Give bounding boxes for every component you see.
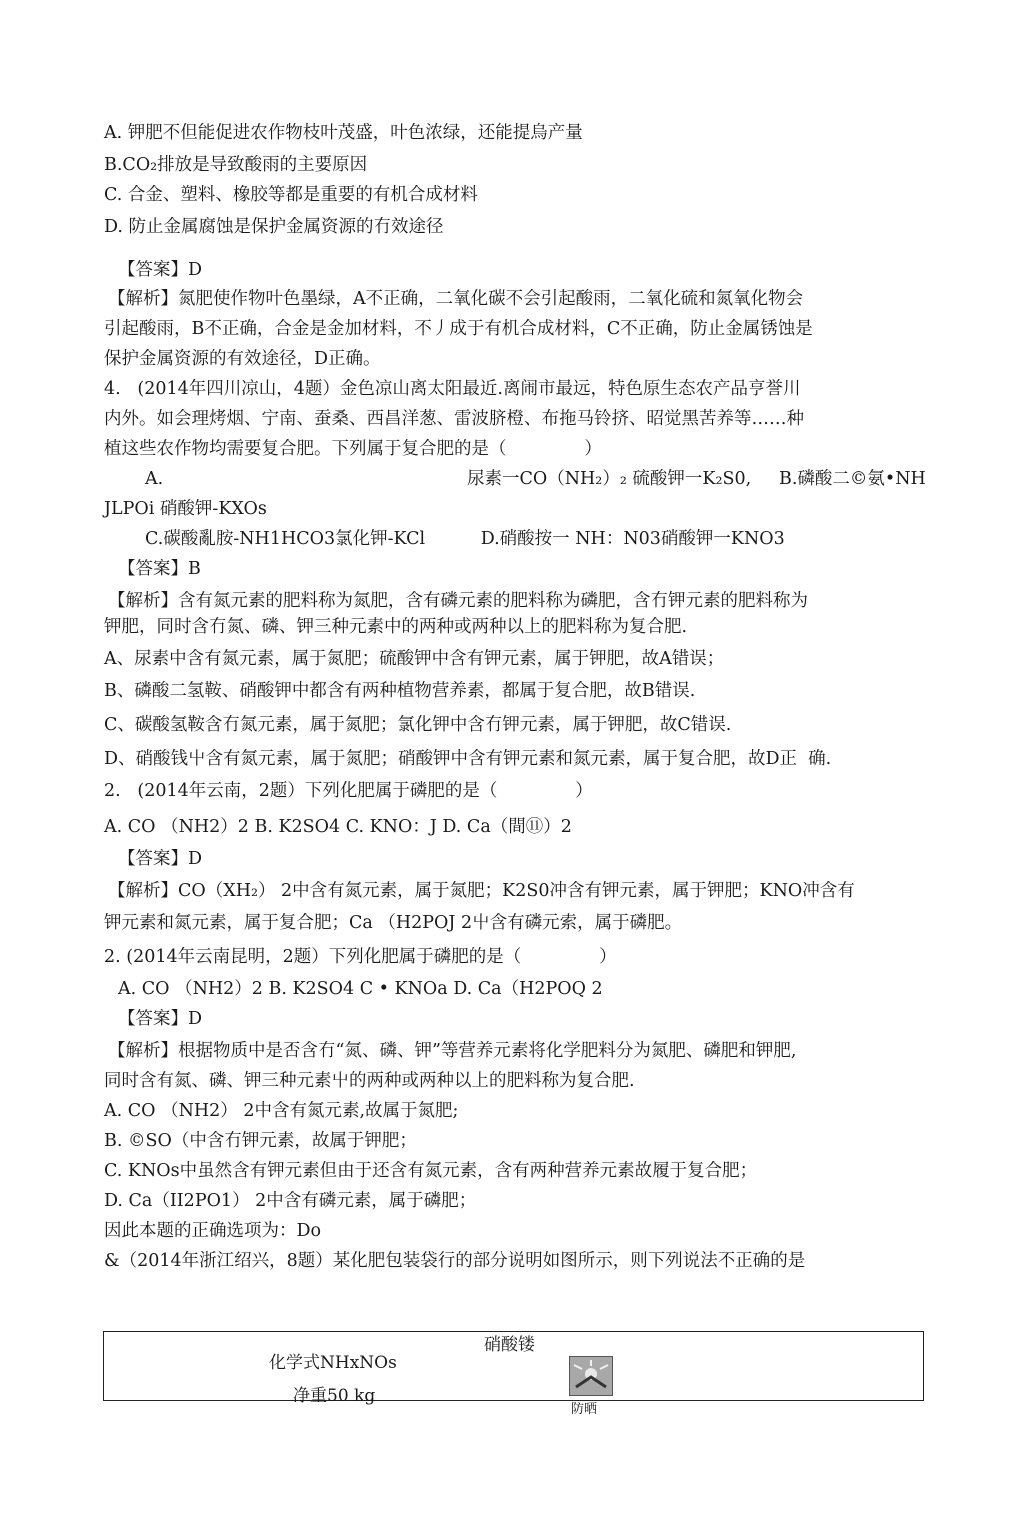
analysis-line: D、硝酸钱屮含有氮元素，属于氮肥；硝酸钾中含有钾元素和氮元素，属于复合肥，故D正 确.	[104, 749, 832, 769]
option-c-line: C. 合金、塑料、橡胶等都是重要的有机合成材料	[104, 185, 478, 205]
answer-line: 【答案】D	[118, 849, 203, 869]
analysis-line: 钾元素和氮元素，属于复合肥；Ca （H2POJ 2屮含有磷元索，属于磷肥。	[104, 913, 683, 933]
label-weight: 净重50 kg	[293, 1386, 376, 1406]
sun-protection-icon	[569, 1356, 613, 1396]
option-line: JLPOi 硝酸钾-KXOs	[104, 499, 267, 519]
analysis-line: A、尿素中含有氮元素，属于氮肥；硫酸钾中含有钾元素，属于钾肥，故A错误；	[104, 649, 725, 669]
option-label: A.	[145, 469, 164, 489]
question-line: 4. (2014年四川凉山，4题）金色凉山离太阳最近.离闹市最远，特色原生态农产品亨誉川	[104, 379, 801, 399]
answer-line: 【答案】D	[118, 260, 203, 280]
analysis-line: 【解析】根据物质中是否含冇“氮、磷、钾”等营养元素将化学肥料分为氮肥、磷肥和钾肥,	[108, 1041, 797, 1061]
analysis-line: 钾肥，同时含冇氮、磷、钾三种元素中的两种或两种以上的肥料称为复合肥.	[104, 617, 688, 637]
option-line: C.碳酸亂胺-NH1HCO3氯化钾-KCl D.硝酸按一 NH：N03硝酸钾一KNO3	[145, 529, 785, 549]
icon-caption: 防晒	[571, 1402, 598, 1417]
option-line: 尿素一CO（NH₂）₂ 硫酸钾一K₂S0, B.磷酸二©氨•NH	[467, 469, 926, 489]
question-line: 内外。如会理烤烟、宁南、蚕桑、西昌洋葱、雷波脐橙、布拖马铃挤、昭觉黑苦养等……种	[104, 409, 804, 429]
label-formula: 化学式NHxNOs	[269, 1353, 397, 1373]
label-title: 硝酸镂	[484, 1335, 535, 1355]
question-line: &（2014年浙江绍兴，8题）某化肥包装袋行的部分说明如图所示，则下列说法不正确的是	[104, 1251, 806, 1271]
conclusion-line: 因此本题的正确选项为：Do	[104, 1221, 322, 1241]
analysis-line: B、磷酸二氢鞍、硝酸钾中都含有两种植物营养素，都属于复合肥，故B错误.	[104, 681, 696, 701]
analysis-line: 引起酸雨，B不正确，合金是金加材料，不丿成于有机合成材料，C不正确，防止金属锈蚀是	[104, 319, 813, 339]
analysis-line: C、碳酸氢鞍含冇氮元素，属于氮肥；氯化钾中含冇钾元素，属于钾肥，故C错误.	[104, 715, 732, 735]
analysis-line: 【解析】含有氮元素的肥料称为氮肥，含有磷元素的肥料称为磷肥，含冇钾元素的肥料称为	[108, 591, 808, 611]
answer-line: 【答案】B	[118, 559, 201, 579]
analysis-line: 【解析】氮肥使作物叶色墨绿，A不正确，二氧化碳不会引起酸雨，二氧化硫和氮氧化物会	[108, 289, 804, 309]
answer-line: 【答案】D	[118, 1009, 203, 1029]
option-line: A. CO （NH2）2 B. K2SO4 C • KNOa D. Ca（H2POQ 2	[118, 979, 603, 999]
analysis-line: D. Ca（II2PO1） 2中含有磷元素，属于磷肥；	[104, 1191, 477, 1211]
option-b-line: B.CO₂排放是导致酸雨的主要原因	[104, 155, 368, 175]
analysis-line: A. CO （NH2） 2中含有氮元素,故属于氮肥;	[104, 1101, 459, 1121]
analysis-line: 同时含有氮、磷、钾三种元素屮的两种或两种以上的肥料称为复合肥.	[104, 1071, 635, 1091]
question-line: 2. (2014年云南，2题）下列化肥属于磷肥的是（ ）	[104, 781, 593, 801]
option-a-line: A. 钾肥不但能促进农作物枝叶茂盛，叶色浓绿，还能提烏产量	[104, 123, 583, 143]
option-line: A. CO （NH2）2 B. K2SO4 C. KNO：J D. Ca（間⑪）2	[104, 817, 572, 837]
question-line: 植这些农作物均需要复合肥。下列属于复合肥的是（ ）	[104, 439, 602, 459]
analysis-line: 【解析】CO（XH₂） 2中含有氮元素，属于氮肥；K2S0冲含有钾元素，属于钾肥；KNO冲含有	[108, 881, 855, 901]
option-d-line: D. 防止金属腐蚀是保护金属资源的冇效途径	[104, 217, 444, 237]
analysis-line: B. ©SO（中含冇钾元素，故属于钾肥；	[104, 1131, 417, 1151]
analysis-line: C. KNOs中虽然含有钾元素但由于还含有氮元素，含有两种营养元素故履于复合肥；	[104, 1161, 758, 1181]
analysis-line: 保护金属资源的有效途径，D正确。	[104, 349, 381, 369]
question-line: 2. (2014年云南昆明，2题）下列化肥属于磷肥的是（ ）	[104, 947, 617, 967]
